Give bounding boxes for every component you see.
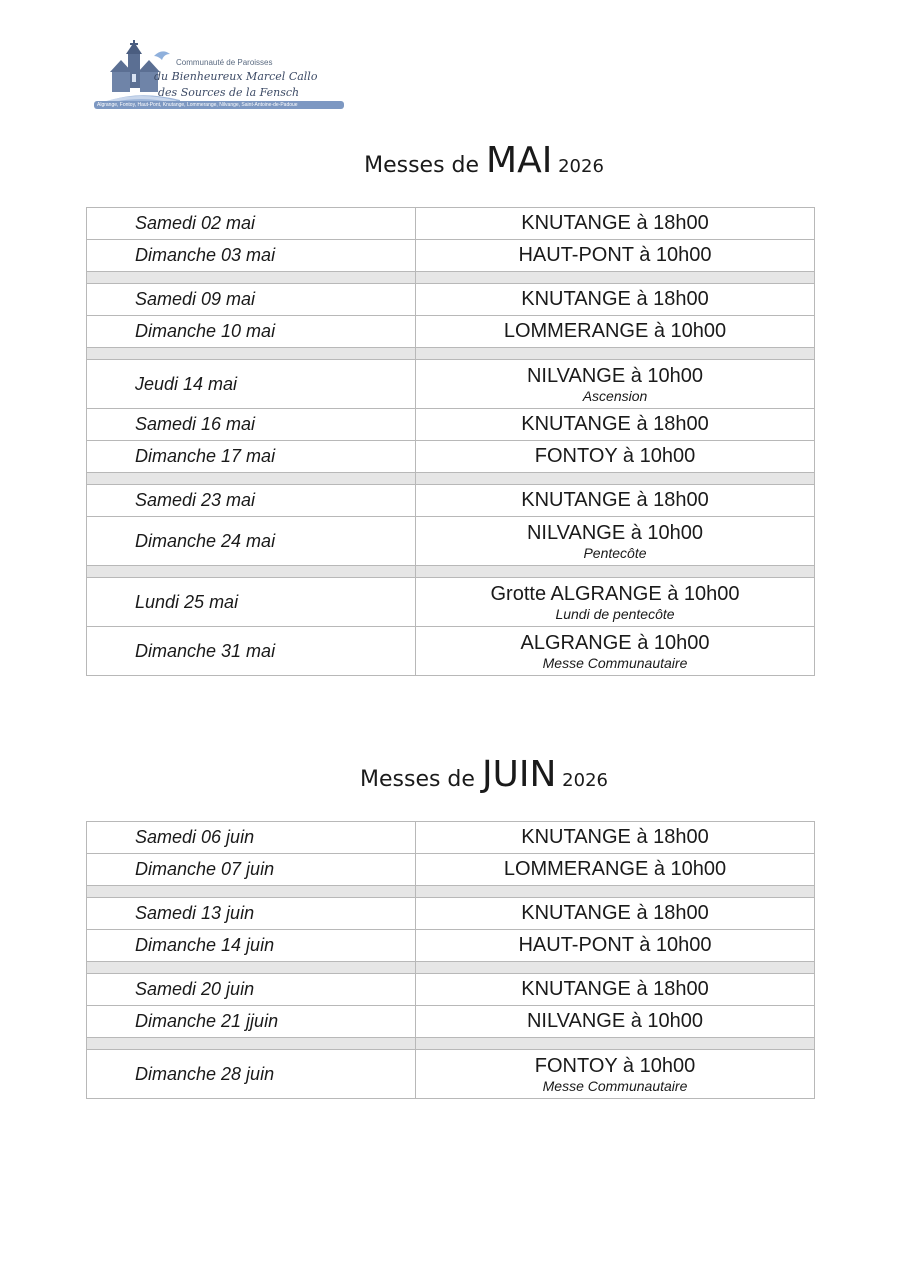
week-separator [87, 348, 815, 360]
heading-prefix: Messes de [364, 153, 487, 178]
mass-day: Dimanche 31 mai [87, 627, 416, 676]
week-separator [87, 886, 815, 898]
table-row [87, 1006, 815, 1038]
mass-note: Lundi de pentecôte [555, 605, 675, 622]
mass-day: Samedi 06 juin [87, 822, 416, 854]
logo-parish-subtitle: des Sources de la Fensch [158, 86, 300, 99]
mass-day: Dimanche 24 mai [87, 517, 416, 566]
mass-day: Samedi 13 juin [87, 898, 416, 930]
mass-note: Messe Communautaire [542, 1077, 688, 1094]
mass-day: Samedi 23 mai [87, 485, 416, 517]
mass-place: NILVANGE à 10h00 [416, 1006, 815, 1038]
mass-place: Grotte ALGRANGE à 10h00 [490, 582, 740, 605]
heading-month: MAI [486, 140, 553, 181]
heading-year: 2026 [552, 156, 604, 177]
table-row [87, 360, 815, 409]
logo-parish-name: du Bienheureux Marcel Callo [154, 70, 318, 83]
mass-note: Ascension [582, 387, 648, 404]
week-separator [87, 1038, 815, 1050]
mass-day: Samedi 16 mai [87, 409, 416, 441]
mass-place-cell [416, 627, 815, 676]
table-row [87, 578, 815, 627]
mass-place-cell [416, 1050, 815, 1099]
heading-mai [0, 140, 900, 181]
heading-prefix: Messes de [360, 767, 482, 792]
parish-logo [92, 40, 348, 112]
mass-place: HAUT-PONT à 10h00 [416, 240, 815, 272]
table-row [87, 284, 815, 316]
mass-day: Samedi 09 mai [87, 284, 416, 316]
table-row [87, 627, 815, 676]
mass-day: Dimanche 21 jjuin [87, 1006, 416, 1038]
schedule-table-juin [86, 821, 815, 1099]
table-row [87, 898, 815, 930]
mass-place: FONTOY à 10h00 [534, 1054, 696, 1077]
week-separator [87, 473, 815, 485]
mass-day: Dimanche 10 mai [87, 316, 416, 348]
table-row [87, 822, 815, 854]
mass-place: KNUTANGE à 18h00 [416, 284, 815, 316]
mass-day: Dimanche 17 mai [87, 441, 416, 473]
table-row [87, 517, 815, 566]
table-row [87, 485, 815, 517]
mass-day: Dimanche 07 juin [87, 854, 416, 886]
table-row [87, 441, 815, 473]
mass-day: Jeudi 14 mai [87, 360, 416, 409]
mass-place-cell [416, 578, 815, 627]
mass-day: Dimanche 28 juin [87, 1050, 416, 1099]
mass-day: Samedi 02 mai [87, 208, 416, 240]
table-row [87, 930, 815, 962]
mass-place: HAUT-PONT à 10h00 [416, 930, 815, 962]
mass-place: KNUTANGE à 18h00 [416, 208, 815, 240]
mass-place-cell [416, 517, 815, 566]
mass-day: Dimanche 03 mai [87, 240, 416, 272]
mass-place: LOMMERANGE à 10h00 [416, 854, 815, 886]
mass-day: Lundi 25 mai [87, 578, 416, 627]
mass-place: KNUTANGE à 18h00 [416, 409, 815, 441]
mass-place-cell [416, 360, 815, 409]
heading-month: JUIN [481, 754, 557, 795]
mass-place: KNUTANGE à 18h00 [416, 974, 815, 1006]
week-separator [87, 962, 815, 974]
mass-place: KNUTANGE à 18h00 [416, 485, 815, 517]
heading-juin [0, 754, 900, 795]
logo-community-label: Communauté de Paroisses [176, 58, 273, 67]
mass-place: NILVANGE à 10h00 [526, 521, 704, 544]
table-row [87, 974, 815, 1006]
mass-day: Samedi 20 juin [87, 974, 416, 1006]
mass-place: ALGRANGE à 10h00 [520, 631, 710, 654]
table-row [87, 316, 815, 348]
table-row [87, 854, 815, 886]
mass-note: Messe Communautaire [542, 654, 688, 671]
table-row [87, 240, 815, 272]
schedule-table-mai [86, 207, 815, 676]
mass-place: FONTOY à 10h00 [416, 441, 815, 473]
mass-day: Dimanche 14 juin [87, 930, 416, 962]
mass-place: KNUTANGE à 18h00 [416, 898, 815, 930]
mass-note: Pentecôte [583, 544, 647, 561]
table-row [87, 1050, 815, 1099]
table-row [87, 409, 815, 441]
logo-villages-banner: Algrange, Fontoy, Haut-Pont, Knutange, Lommerange, Nilvange, Saint-Antoine-de-Padoue [94, 101, 344, 109]
week-separator [87, 566, 815, 578]
table-row [87, 208, 815, 240]
mass-place: KNUTANGE à 18h00 [416, 822, 815, 854]
heading-year: 2026 [556, 770, 608, 791]
mass-place: LOMMERANGE à 10h00 [416, 316, 815, 348]
mass-place: NILVANGE à 10h00 [526, 364, 704, 387]
week-separator [87, 272, 815, 284]
